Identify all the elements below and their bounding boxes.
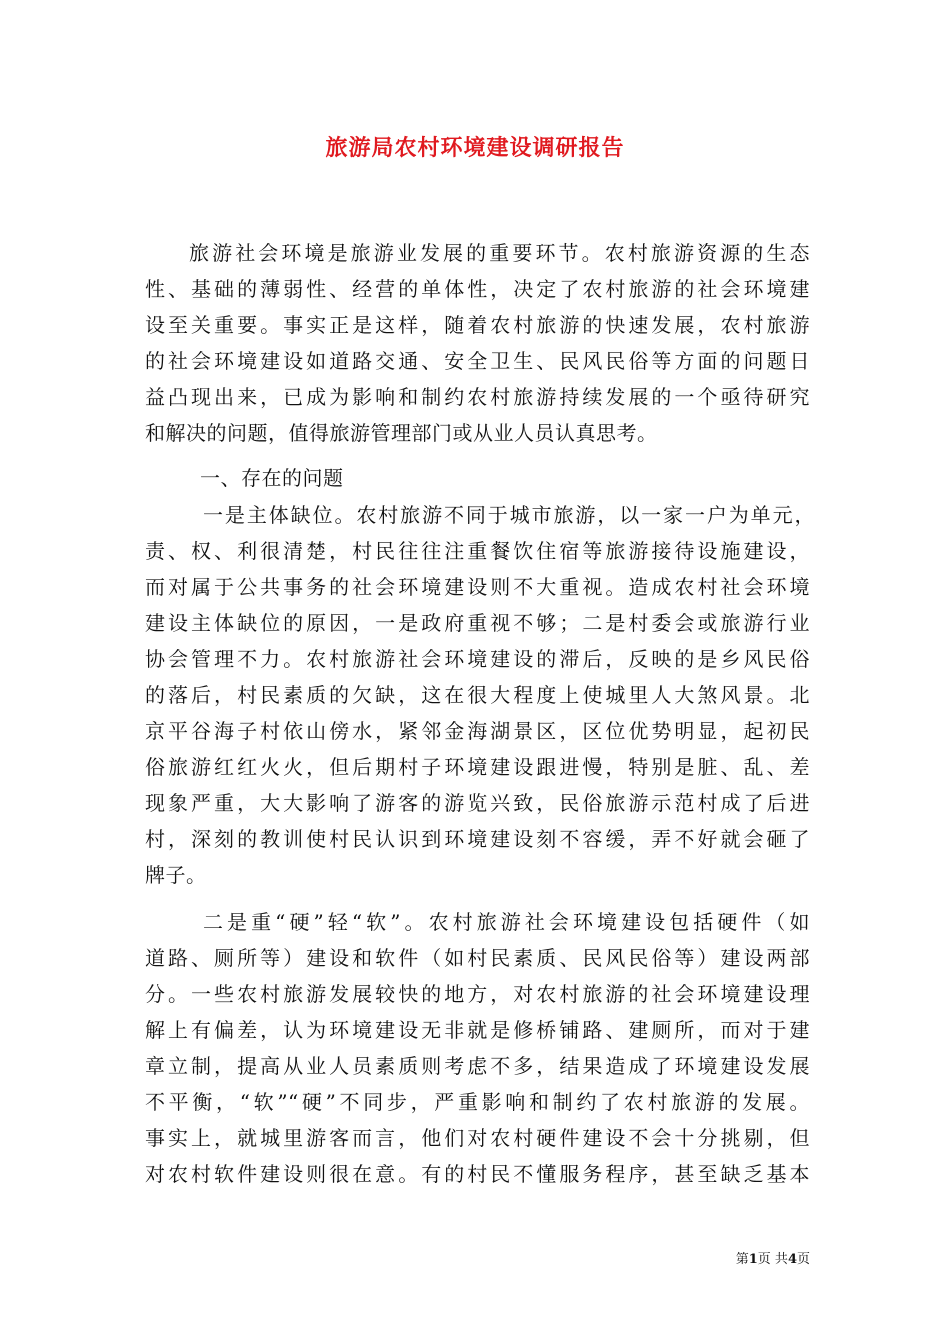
- paragraph-line: 性、基础的薄弱性、经营的单体性，决定了农村旅游的社会环境建: [145, 277, 810, 301]
- footer-total-pages: 4: [787, 1252, 797, 1267]
- page-title: 旅游局农村环境建设调研报告: [325, 135, 625, 161]
- paragraph-line: 分。一些农村旅游发展较快的地方，对农村旅游的社会环境建设理: [145, 982, 810, 1006]
- paragraph-line: 道路、厕所等）建设和软件（如村民素质、民风民俗等）建设两部: [145, 946, 810, 970]
- footer-middle: 页 共: [757, 1252, 788, 1267]
- paragraph-line: 解上有偏差，认为环境建设无非就是修桥铺路、建厕所，而对于建: [145, 1018, 810, 1042]
- section-heading: 一、存在的问题: [200, 466, 344, 490]
- paragraph-line: 牌子。: [145, 863, 207, 887]
- paragraph-line: 不平衡，“软”“硬”不同步，严重影响和制约了农村旅游的发展。: [145, 1090, 810, 1114]
- paragraph-line: 的社会环境建设如道路交通、安全卫生、民风民俗等方面的问题日: [145, 349, 810, 373]
- paragraph-line: 责、权、利很清楚，村民往往注重餐饮住宿等旅游接待设施建设，: [145, 539, 810, 563]
- paragraph-line: 建设主体缺位的原因，一是政府重视不够；二是村委会或旅游行业: [145, 611, 810, 635]
- paragraph-line: 京平谷海子村依山傍水，紧邻金海湖景区，区位优势明显，起初民: [145, 719, 810, 743]
- footer-page-number: 1: [748, 1252, 758, 1267]
- paragraph-line: 和解决的问题，值得旅游管理部门或从业人员认真思考。: [145, 421, 658, 445]
- paragraph-line: 的落后，村民素质的欠缺，这在很大程度上使城里人大煞风景。北: [145, 683, 810, 707]
- paragraph-line: 俗旅游红红火火，但后期村子环境建设跟进慢，特别是脏、乱、差: [145, 755, 810, 779]
- footer-prefix: 第: [735, 1252, 749, 1267]
- paragraph-line: 事实上，就城里游客而言，他们对农村硬件建设不会十分挑剔，但: [145, 1126, 810, 1150]
- paragraph-line: 现象严重，大大影响了游客的游览兴致，民俗旅游示范村成了后进: [145, 791, 810, 815]
- paragraph-line: 旅游社会环境是旅游业发展的重要环节。农村旅游资源的生态: [189, 241, 810, 265]
- paragraph-line: 协会管理不力。农村旅游社会环境建设的滞后，反映的是乡风民俗: [145, 647, 810, 671]
- paragraph-line: 而对属于公共事务的社会环境建设则不大重视。造成农村社会环境: [145, 575, 810, 599]
- paragraph-line: 对农村软件建设则很在意。有的村民不懂服务程序，甚至缺乏基本: [145, 1162, 810, 1186]
- paragraph-line: 设至关重要。事实正是这样，随着农村旅游的快速发展，农村旅游: [145, 313, 810, 337]
- footer-suffix: 页: [796, 1252, 810, 1267]
- paragraph-line: 村，深刻的教训使村民认识到环境建设刻不容缓，弄不好就会砸了: [145, 827, 810, 851]
- paragraph-line: 益凸现出来，已成为影响和制约农村旅游持续发展的一个亟待研究: [145, 385, 810, 409]
- page-footer: [690, 1248, 810, 1267]
- paragraph-line: 一是主体缺位。农村旅游不同于城市旅游，以一家一户为单元，: [203, 503, 815, 527]
- paragraph-line: 章立制，提高从业人员素质则考虑不多，结果造成了环境建设发展: [145, 1054, 810, 1078]
- paragraph-line: 二是重“硬”轻“软”。农村旅游社会环境建设包括硬件（如: [203, 910, 810, 934]
